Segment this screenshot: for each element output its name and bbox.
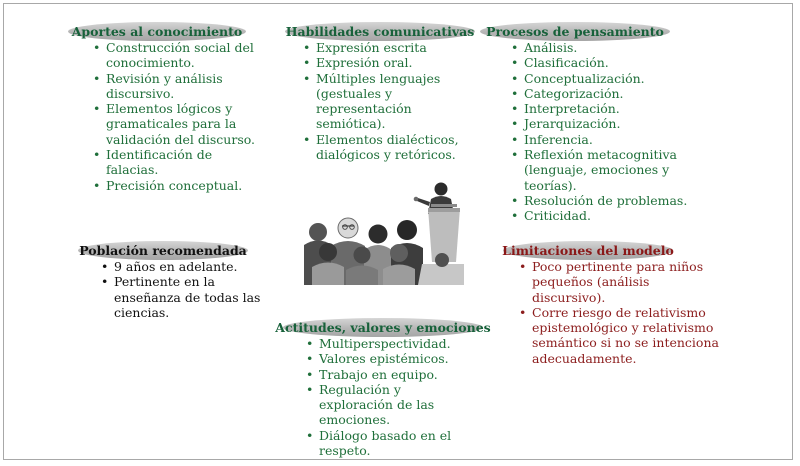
list-item: • Poco pertinente para niños pequeños (análisis discursivo). [516,259,726,305]
list-item: • Criticidad. [508,208,720,223]
poblacion-title: Población recomendada [79,243,247,258]
list-item: • Reflexión metacognitiva (lenguaje, emociones y teorías). [508,147,720,193]
list-item: • Resolución de problemas. [508,193,720,208]
habilidades-list [300,40,475,162]
procesos-list [508,40,720,224]
habilidades-title: Habilidades comunicativas [285,24,475,39]
list-item: • Análisis. [508,40,720,55]
list-item: • Conceptualización. [508,71,720,86]
list-item: • Pertinente en la enseñanza de todas las ciencias. [98,274,281,320]
procesos-title: Procesos de pensamiento [480,22,670,41]
poblacion-list [98,259,281,320]
aportes-title: Aportes al conocimiento [68,22,246,41]
speaker-podium-audience-icon [304,180,469,285]
list-item: • 9 años en adelante. [98,259,281,274]
list-item: • Clasificación. [508,55,720,70]
list-item: • Precisión conceptual. [90,178,265,193]
list-item: • Multiperspectividad. [303,336,478,351]
list-item: • Jerarquización. [508,116,720,131]
limitaciones-list [516,259,726,366]
aportes-list [90,40,265,193]
list-item: • Trabajo en equipo. [303,367,478,382]
speaker-head-icon [435,183,448,196]
list-item: • Interpretación. [508,101,720,116]
list-item: • Elementos dialécticos, dialógicos y retóricos. [300,132,475,163]
limitaciones-title: Limitaciones del modelo [502,243,674,258]
list-item: • Múltiples lenguajes (gestuales y representación semiótica). [300,71,475,132]
list-item: • Expresión oral. [300,55,475,70]
list-item: • Corre riesgo de relativismo epistemológico y relativismo semántico si no se intenciona adecuadamente. [516,305,726,366]
list-item: • Regulación y exploración de las emociones. [303,382,478,428]
list-item: • Categorización. [508,86,720,101]
list-item: • Construcción social del conocimiento. [90,40,265,71]
list-item: • Expresión escrita [300,40,475,55]
list-item: • Elementos lógicos y gramaticales para la validación del discurso. [90,101,265,147]
list-item: • Identificación de falacias. [90,147,265,178]
actitudes-title: Actitudes, valores y emociones [275,320,491,335]
actitudes-list [303,336,478,458]
list-item: • Inferencia. [508,132,720,147]
list-item: • Diálogo basado en el respeto. [303,428,478,459]
list-item: • Revisión y análisis discursivo. [90,71,265,102]
list-item: • Valores epistémicos. [303,351,478,366]
